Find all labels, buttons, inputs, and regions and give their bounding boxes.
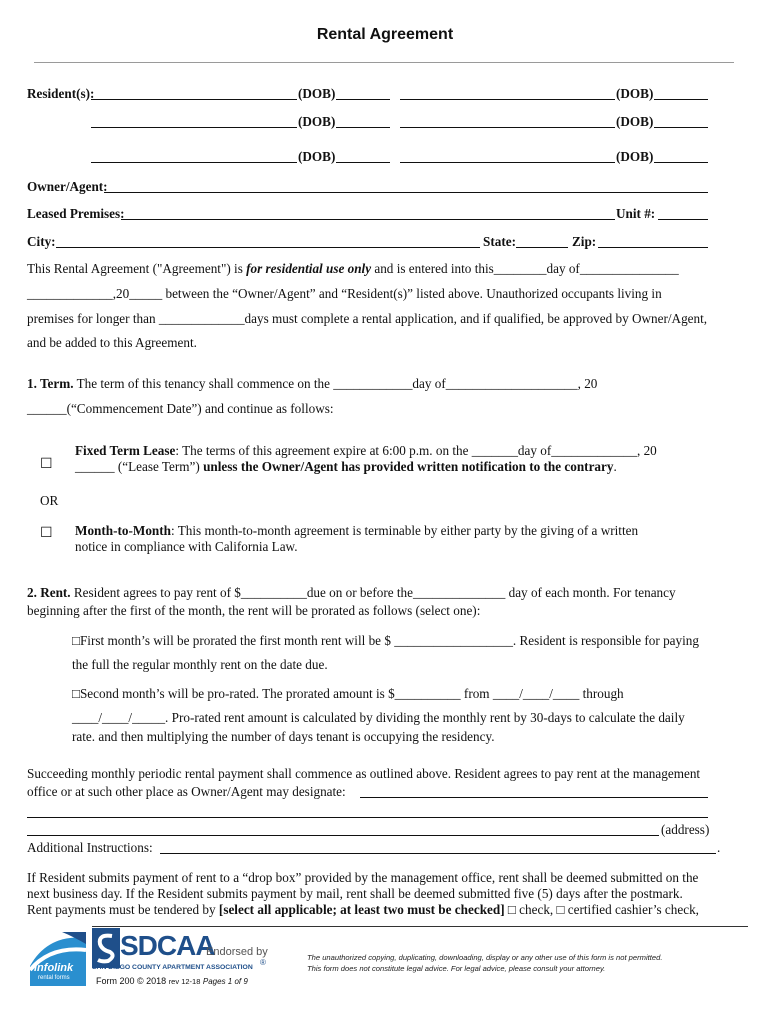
term-line-2: ______(“Commencement Date”) and continue as follows:	[27, 401, 334, 416]
premises-label: Leased Premises:	[27, 206, 125, 221]
month-to-month-checkbox[interactable]: ☐	[40, 525, 53, 541]
dob-label: (DOB)	[616, 149, 654, 164]
prorate-option-1-line-2: the full the regular monthly rent on the date due.	[72, 657, 328, 672]
address-line-2[interactable]	[27, 835, 659, 836]
period: .	[717, 840, 721, 855]
additional-instructions-line[interactable]	[160, 853, 716, 854]
infolink-logo	[28, 930, 88, 986]
sdcaa-wordmark: SDCAA	[120, 930, 215, 961]
dob-2-line[interactable]	[654, 99, 708, 100]
resident-4-line[interactable]	[400, 127, 615, 128]
sdcaa-logo	[92, 928, 272, 978]
intro-line-3: premises for longer than _____________days must complete a rental application, and if qualified, be approved by Owner/Agent,	[27, 311, 708, 326]
fixed-term-checkbox[interactable]: ☐	[40, 456, 53, 472]
resident-5-line[interactable]	[91, 162, 297, 163]
additional-instructions-label: Additional Instructions:	[27, 840, 153, 855]
dob-label: (DOB)	[616, 114, 654, 129]
resident-6-line[interactable]	[400, 162, 615, 163]
copyright-notice: The unauthorized copying, duplicating, downloading, display or any other use of this form is not permitted.	[307, 953, 663, 962]
intro-line-1: This Rental Agreement ("Agreement") is for residential use only and is entered into this________day of_______________	[27, 261, 679, 276]
drop-box-line-3: Rent payments must be tendered by [select all applicable; at least two must be checked] □ check, □ certified cashier’s check,	[27, 902, 699, 917]
fixed-term-line-2: ______ (“Lease Term”) unless the Owner/Agent has provided written notification to the contrary.	[75, 459, 617, 474]
state-label: State:	[483, 234, 516, 249]
address-line-1[interactable]	[27, 817, 708, 818]
term-line-1: 1. Term. The term of this tenancy shall commence on the ____________day of____________________, 20	[27, 376, 598, 391]
footer-divider	[92, 926, 748, 927]
dob-label: (DOB)	[298, 114, 336, 129]
or-label: OR	[40, 493, 59, 508]
dob-label: (DOB)	[616, 86, 654, 101]
form-number: Form 200 © 2018 rev 12-18 Pages 1 of 9	[96, 976, 248, 986]
title-divider	[34, 62, 734, 63]
dob-3-line[interactable]	[336, 127, 390, 128]
prorate-option-2-line-2: ____/____/_____. Pro-rated rent amount is calculated by dividing the monthly rent by 30-days to calculate the daily	[72, 710, 685, 725]
owner-line[interactable]	[104, 192, 708, 193]
prorate-option-2-line-1[interactable]: □Second month’s will be pro-rated. The prorated amount is $__________ from ____/____/____ through	[72, 686, 624, 701]
sdcaa-emblem-icon	[92, 928, 120, 968]
drop-box-line-1: If Resident submits payment of rent to a “drop box” provided by the management office, rent shall be deemed submitted on the	[27, 870, 699, 885]
intro-line-2: _____________,20_____ between the “Owner/Agent” and “Resident(s)” listed above. Unauthorized occupants living in	[27, 286, 662, 301]
owner-label: Owner/Agent:	[27, 179, 108, 194]
succeeding-line-2: office or at such other place as Owner/Agent may designate:	[27, 784, 346, 799]
rent-line-2: beginning after the first of the month, the rent will be prorated as follows (select one):	[27, 603, 481, 618]
prorate-option-2-line-3: rate. and then multiplying the number of days tenant is occupying the residency.	[72, 729, 495, 744]
prorate-option-1-line-1[interactable]: □First month’s will be prorated the first month rent will be $ __________________. Resident is responsible for paying	[72, 633, 699, 648]
mtm-line-2: notice in compliance with California Law.	[75, 539, 298, 554]
infolink-logo-text: infolink	[34, 962, 74, 974]
address-label: (address)	[661, 822, 710, 837]
legal-advice-notice: This form does not constitute legal advice. For legal advice, please consult your attorney.	[307, 964, 606, 973]
drop-box-line-2: next business day. If the Resident submits payment by mail, rent shall be deemed submitted five (5) days after the postmark.	[27, 886, 683, 901]
unit-line[interactable]	[658, 219, 708, 220]
association-name: SAN DIEGO COUNTY APARTMENT ASSOCIATION	[92, 964, 253, 971]
infolink-logo-subtext: rental forms	[38, 975, 70, 981]
fixed-term-line-1: Fixed Term Lease: The terms of this agreement expire at 6:00 p.m. on the _______day of_____________, 20	[75, 443, 657, 458]
state-line[interactable]	[516, 247, 568, 248]
intro-line-4: and be added to this Agreement.	[27, 335, 197, 350]
resident-2-line[interactable]	[400, 99, 615, 100]
endorsed-by-text: Endorsed by	[206, 946, 268, 958]
resident-3-line[interactable]	[91, 127, 297, 128]
dob-label: (DOB)	[298, 86, 336, 101]
zip-label: Zip:	[572, 234, 597, 249]
residents-label: Resident(s):	[27, 86, 95, 101]
succeeding-line-1: Succeeding monthly periodic rental payment shall commence as outlined above. Resident agrees to pay rent at the management	[27, 766, 701, 781]
city-label: City:	[27, 234, 56, 249]
mtm-line-1: Month-to-Month: This month-to-month agreement is terminable by either party by the giving of a written	[75, 523, 639, 538]
unit-label: Unit #:	[616, 206, 656, 221]
dob-5-line[interactable]	[336, 162, 390, 163]
dob-1-line[interactable]	[336, 99, 390, 100]
dob-6-line[interactable]	[654, 162, 708, 163]
designate-line[interactable]	[360, 797, 708, 798]
dob-label: (DOB)	[298, 149, 336, 164]
rent-line-1: 2. Rent. Resident agrees to pay rent of $__________due on or before the______________ day of each month. For tenancy	[27, 585, 676, 600]
premises-line[interactable]	[121, 219, 615, 220]
resident-1-line[interactable]	[91, 99, 297, 100]
registered-mark: ®	[260, 958, 266, 967]
zip-line[interactable]	[598, 247, 708, 248]
city-line[interactable]	[56, 247, 480, 248]
dob-4-line[interactable]	[654, 127, 708, 128]
page-title: Rental Agreement	[316, 26, 454, 43]
